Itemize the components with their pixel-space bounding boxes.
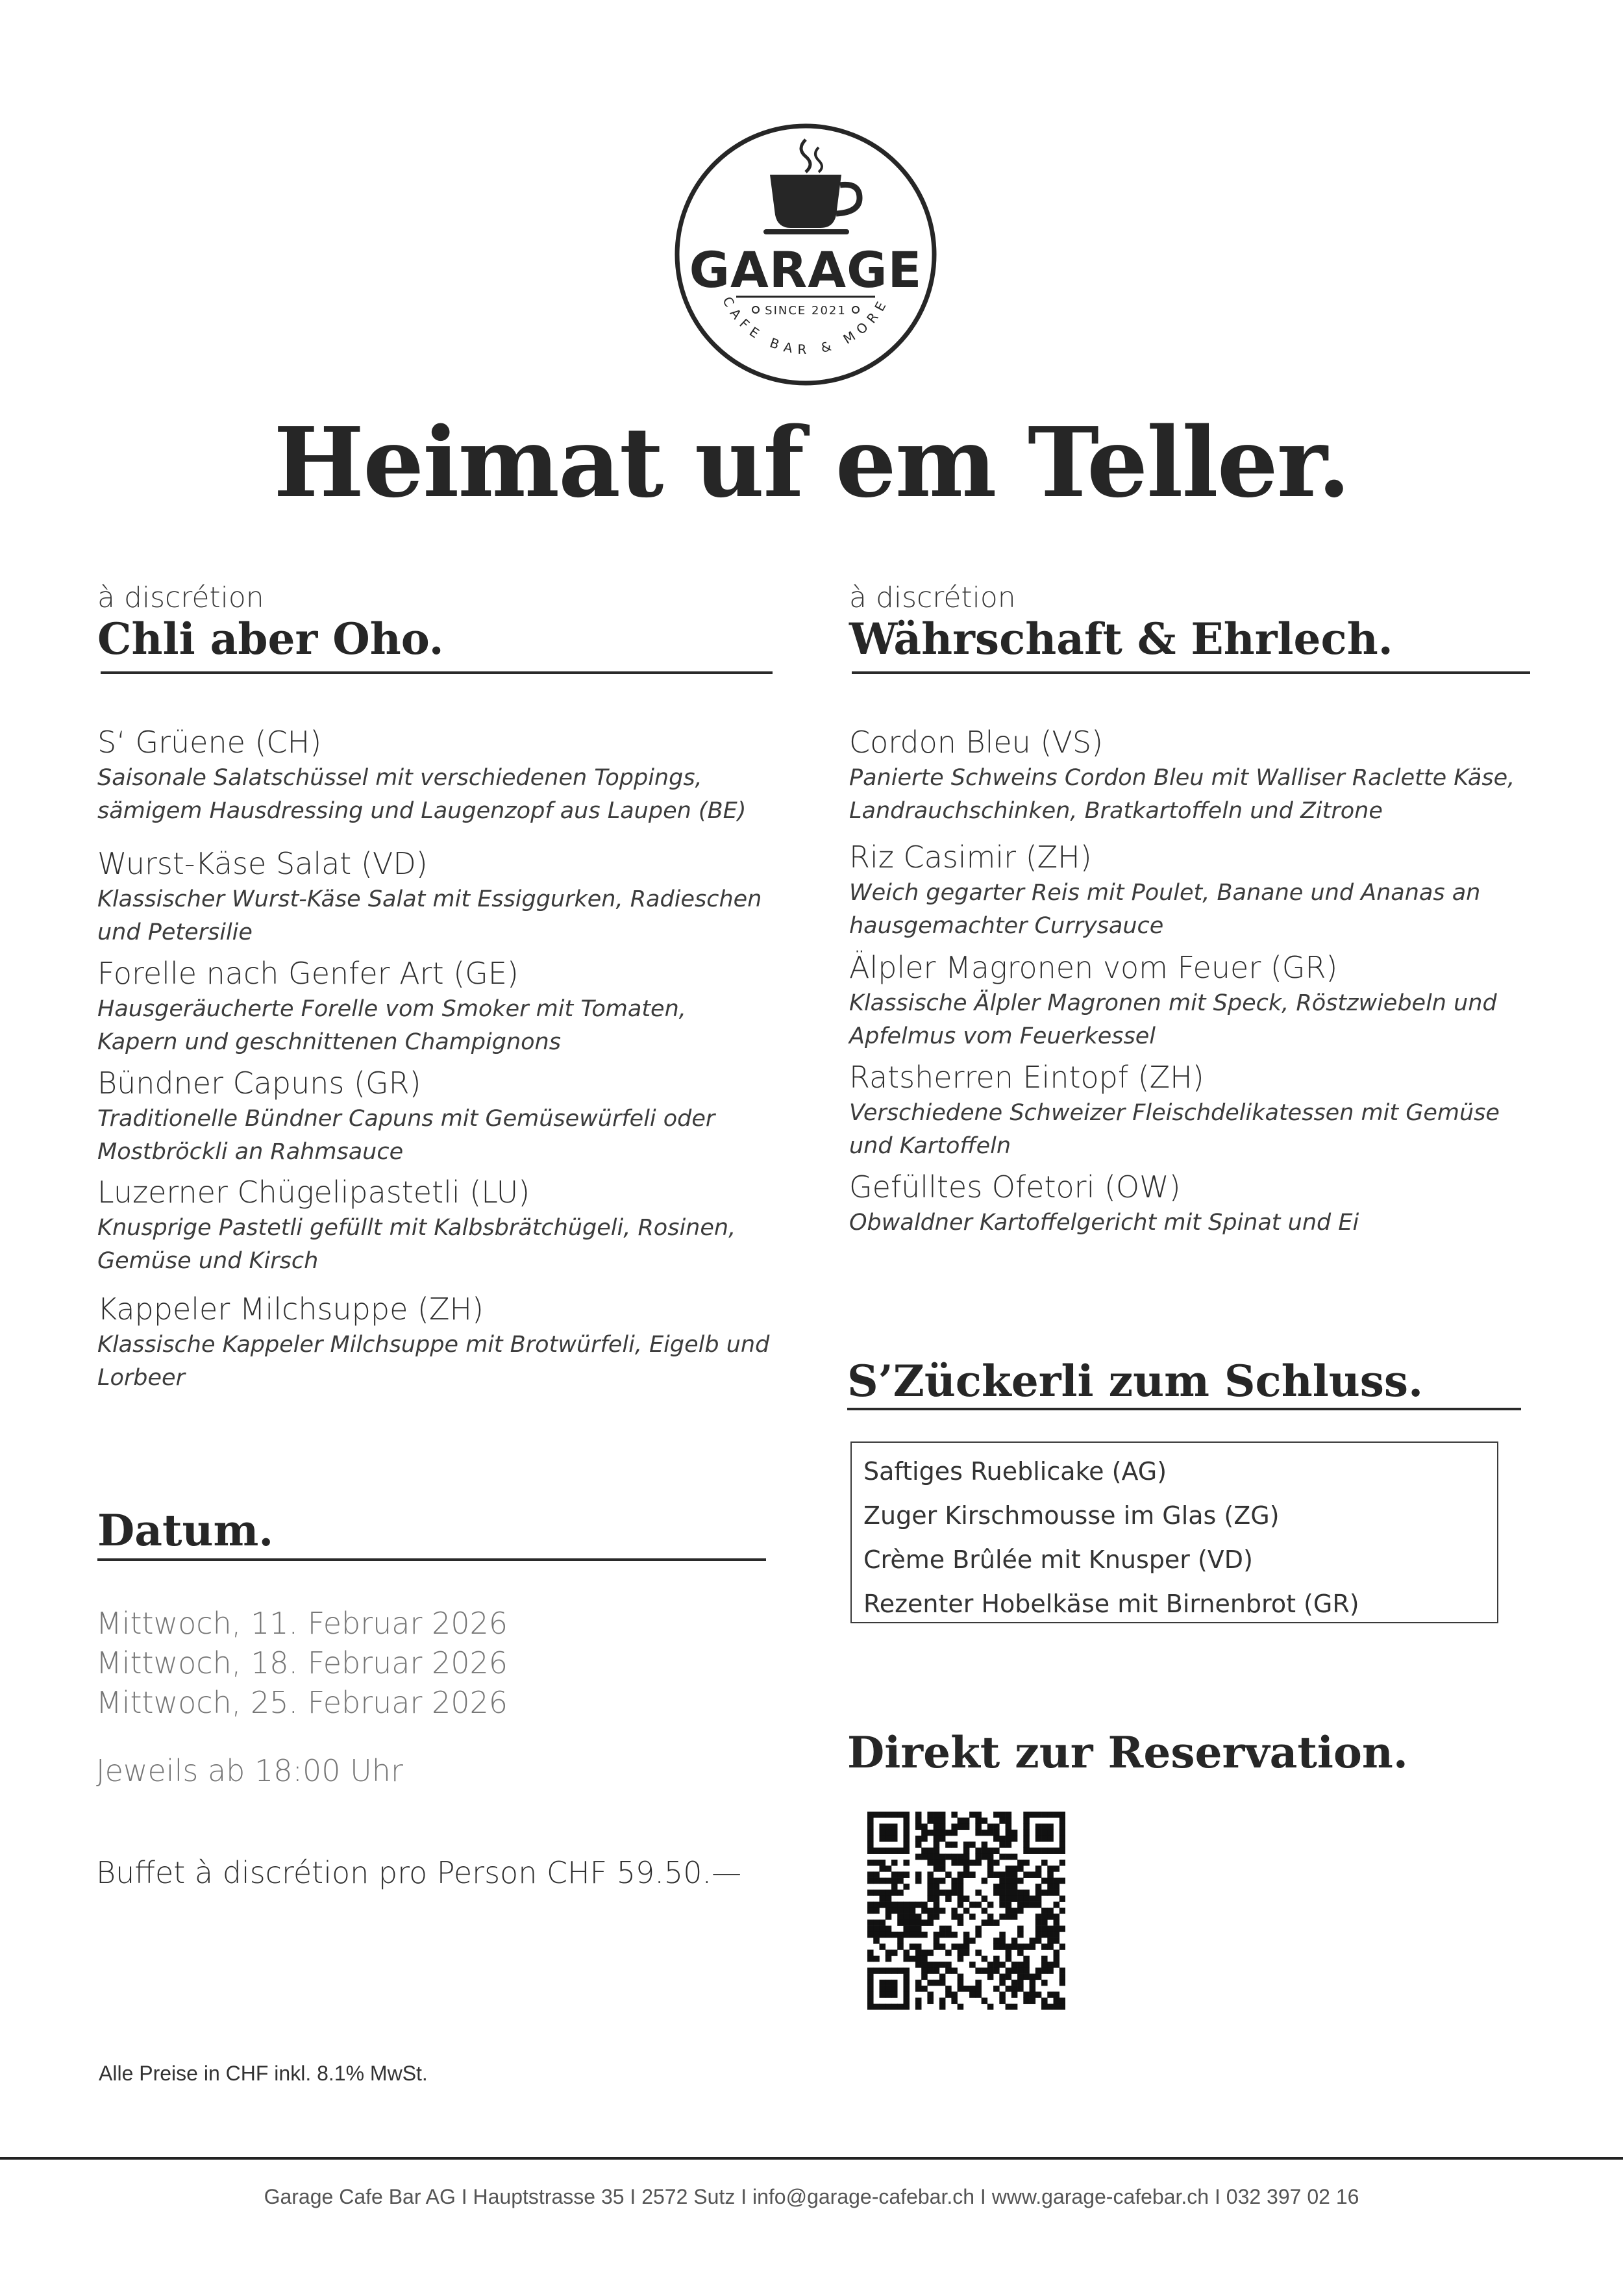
coffee-cup-icon <box>763 140 860 234</box>
menu-item <box>849 1169 1524 1240</box>
dessert-item: Crème Brûlée mit Knusper (VD) <box>863 1545 1253 1574</box>
menu-item <box>97 1174 773 1278</box>
menu-item-description: Traditionelle Bündner Capuns mit Gemüsewürfeli oder Mostbröckli an Rahmsauce <box>97 1106 715 1165</box>
menu-item-title: Ratsherren Eintopf (ZH) <box>849 1060 1204 1095</box>
garage-logo <box>673 121 939 388</box>
event-date: Mittwoch, 25. Februar 2026 <box>96 1685 508 1720</box>
svg-text:CAFE BAR & MORE: CAFE BAR & MORE <box>719 293 892 358</box>
menu-item <box>97 1291 773 1395</box>
menu-item <box>97 724 773 828</box>
left-section-title: Chli aber Oho. <box>97 614 444 664</box>
menu-item-title: S‘ Grüene (CH) <box>97 725 322 760</box>
menu-item-description: Weich gegarter Reis mit Poulet, Banane und Ananas an hausgemachter Currysauce <box>849 880 1481 939</box>
menu-item <box>849 839 1524 943</box>
right-section-kicker: à discrétion <box>849 581 1016 614</box>
menu-item <box>97 845 773 949</box>
menu-item-description: Panierte Schweins Cordon Bleu mit Walliser Raclette Käse, Landrauchschinken, Bratkartoffeln und Zitrone <box>849 765 1515 824</box>
menu-item-title: Wurst-Käse Salat (VD) <box>97 846 428 881</box>
svg-text:SINCE 2021: SINCE 2021 <box>765 304 847 318</box>
dessert-item: Saftiges Rueblicake (AG) <box>863 1457 1167 1486</box>
menu-item <box>97 955 773 1059</box>
event-date: Mittwoch, 11. Februar 2026 <box>96 1606 508 1641</box>
right-section-divider <box>852 671 1530 674</box>
menu-item-description: Saisonale Salatschüssel mit verschiedenen Toppings, sämigem Hausdressing und Laugenzopf aus Laupen (BE) <box>97 765 747 824</box>
reservation-title: Direkt zur Reservation. <box>847 1727 1408 1778</box>
dessert-section-divider <box>847 1408 1521 1410</box>
event-time: Jeweils ab 18:00 Uhr <box>96 1753 403 1788</box>
left-section-kicker: à discrétion <box>97 581 264 614</box>
menu-item-title: Kappeler Milchsuppe (ZH) <box>97 1292 484 1327</box>
date-section-title: Datum. <box>97 1505 274 1556</box>
right-section-title: Währschaft & Ehrlech. <box>849 614 1393 664</box>
menu-item-description: Klassische Älpler Magronen mit Speck, Röstzwiebeln und Apfelmus vom Feuerkessel <box>849 990 1497 1049</box>
menu-item-title: Gefülltes Ofetori (OW) <box>849 1169 1181 1204</box>
menu-item-description: Obwaldner Kartoffelgericht mit Spinat und Ei <box>849 1210 1359 1236</box>
footer-contact: Garage Cafe Bar AG I Hauptstrasse 35 I 2572 Sutz I info@garage-cafebar.ch I www.garage-cafebar.ch I 032 397 02 16 <box>264 2185 1359 2208</box>
date-section-divider <box>97 1558 766 1561</box>
buffet-price: Buffet à discrétion pro Person CHF 59.50.— <box>96 1855 742 1890</box>
left-section-divider <box>101 671 773 674</box>
event-date: Mittwoch, 18. Februar 2026 <box>96 1645 508 1680</box>
menu-item-description: Verschiedene Schweizer Fleischdelikatessen mit Gemüse und Kartoffeln <box>849 1100 1500 1159</box>
footer-divider <box>0 2157 1623 2160</box>
dessert-section-title: S’Zückerli zum Schluss. <box>847 1356 1424 1406</box>
menu-item-description: Hausgeräucherte Forelle vom Smoker mit Tomaten, Kapern und geschnittenen Champignons <box>97 996 686 1055</box>
svg-text:GARAGE: GARAGE <box>689 241 923 299</box>
dessert-list <box>850 1441 1498 1623</box>
menu-item <box>849 1059 1524 1163</box>
menu-item-title: Bündner Capuns (GR) <box>97 1066 421 1101</box>
menu-item-description: Klassische Kappeler Milchsuppe mit Brotwürfeli, Eigelb und Lorbeer <box>97 1332 770 1391</box>
menu-item <box>97 1065 773 1169</box>
menu-item-title: Forelle nach Genfer Art (GE) <box>97 956 519 991</box>
menu-item <box>849 724 1524 828</box>
date-list <box>96 1604 508 1723</box>
menu-item-title: Riz Casimir (ZH) <box>849 840 1092 875</box>
menu-item-description: Knusprige Pastetli gefüllt mit Kalbsbrätchügeli, Rosinen, Gemüse und Kirsch <box>97 1215 736 1274</box>
menu-item-title: Luzerner Chügelipastetli (LU) <box>97 1175 530 1210</box>
page-headline: Heimat uf em Teller. <box>273 406 1350 519</box>
qr-code-icon[interactable] <box>867 1812 1065 2010</box>
menu-item-title: Cordon Bleu (VS) <box>849 725 1104 760</box>
price-note: Alle Preise in CHF inkl. 8.1% MwSt. <box>99 2062 428 2085</box>
menu-item-title: Älpler Magronen vom Feuer (GR) <box>849 950 1338 985</box>
menu-item <box>849 949 1524 1053</box>
dessert-item: Zuger Kirschmousse im Glas (ZG) <box>863 1501 1280 1530</box>
dessert-item: Rezenter Hobelkäse mit Birnenbrot (GR) <box>863 1590 1359 1618</box>
menu-item-description: Klassischer Wurst-Käse Salat mit Essiggurken, Radieschen und Petersilie <box>97 886 762 945</box>
